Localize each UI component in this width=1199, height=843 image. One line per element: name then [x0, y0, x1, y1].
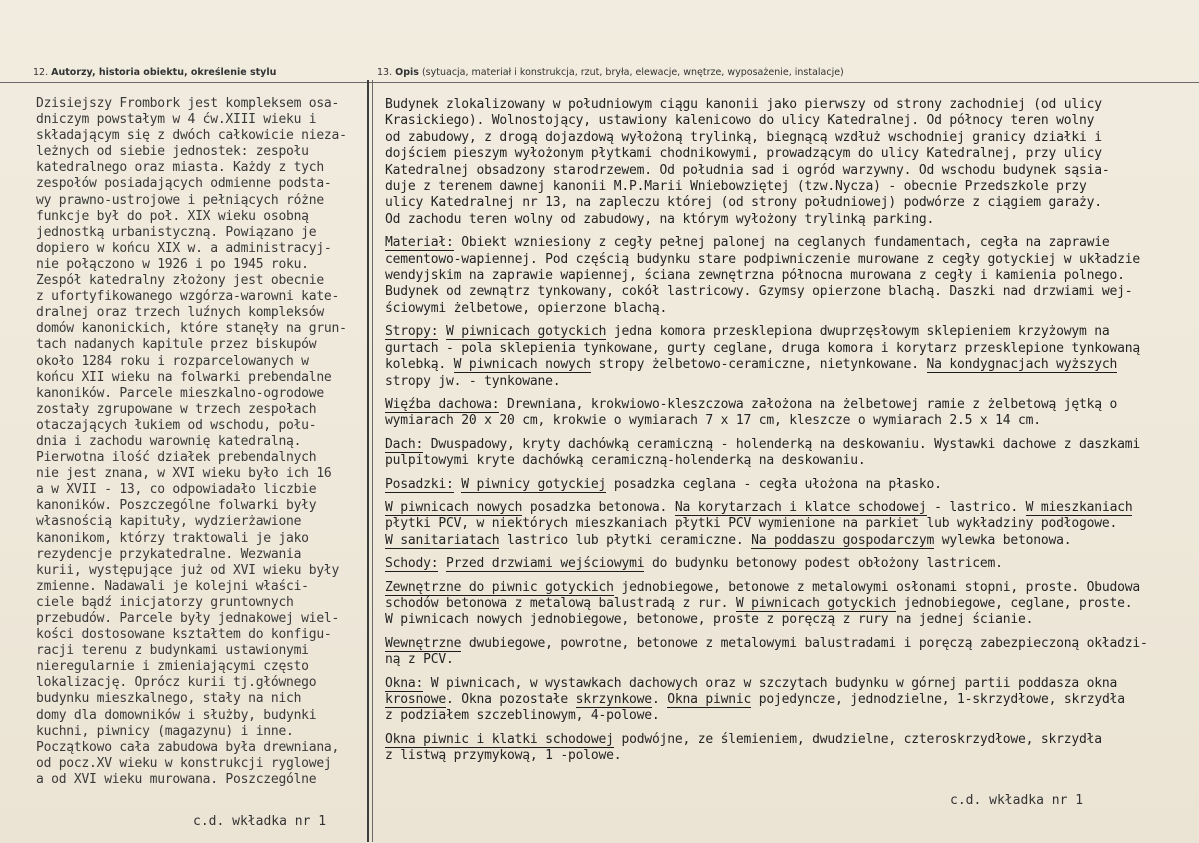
column-divider: [367, 80, 369, 842]
section-12-title: Autorzy, historia obiektu, określenie stylu: [51, 67, 277, 78]
right-continuation-note: c.d. wkładka nr 1: [950, 793, 1084, 808]
description-text-column: [385, 97, 1185, 765]
section-13-title-rest: (sytuacja, materiał i konstrukcja, rzut, bryła, elewacje, wnętrze, wyposażenie, instalacje): [421, 67, 844, 78]
history-line: domy dla domowników i służby, budynki: [36, 707, 317, 723]
posadzki-label: Posadzki:: [385, 476, 454, 492]
history-line: budynku mieszkalnego, stały na nich: [36, 691, 302, 707]
history-line: nieregularnie i zmieniającymi często: [36, 659, 309, 675]
location-line: ulicy Katedralnej nr 13, na zapleczu której (od strony południowej) podwórze z ciągiem garaży.: [385, 195, 1102, 211]
location-line: od zabudowy, z drogą dojazdową wyłożoną trylinką, biegnącą wzdłuż wschodniej granicy działki i: [385, 129, 1102, 145]
history-line: Pierwotna ilość działek prebendalnych: [36, 450, 317, 466]
history-line: nie połączono w 1926 i po 1945 roku.: [36, 256, 309, 272]
history-line: kanoników. Parcele mieszkalno-ogrodowe: [36, 385, 324, 401]
material-label: Materiał:: [385, 235, 454, 251]
history-line: zmienne. Nadawali je kolejni właści-: [36, 578, 309, 594]
history-line: kuchni, piwnicy (magazynu) i inne.: [36, 723, 294, 739]
history-line: kości dostosowane kształtem do konfigu-: [36, 627, 332, 643]
section-13-title-bold: Opis: [395, 67, 419, 78]
section-12-number: 12.: [33, 67, 49, 78]
history-line: funkcje był do poł. XIX wieku osobną: [36, 208, 309, 224]
history-line: lokalizację. Oprócz kurii tj.głównego: [36, 675, 317, 691]
location-line: Krasickiego). Wolnostojący, ustawiony kalenicowo do ulicy Katedralnej. Od północy teren wolny: [385, 113, 1095, 129]
location-line: Katedralnej obsadzony starodrzewem. Od południa sad i ogród warzywny. Od wschodu budynek sąsia-: [385, 162, 1110, 178]
history-line: dralnej oraz trzech luźnych kompleksów: [36, 305, 324, 321]
history-line: rezydencje przykatedralne. Wezwania: [36, 546, 302, 562]
history-line: otaczających łukiem od wschodu, połu-: [36, 417, 317, 433]
posadzki-paragraph: Posadzki: W piwnicy gotyckiej posadzka ceglana - cegła ułożona na płasko. W piwnicach nowych posadzka betonowa. Na korytarzach i klatce schodowej - lastrico. W mieszkaniach płytki PCV, w niektórych mieszkaniach płytki PCV wymienione na parkiet lub wykładziny podłogowe. W sanitariatach lastrico lub płytki ceramiczne. Na poddaszu gospodarczym wylewka betonowa.: [385, 476, 1133, 548]
history-line: dopiero w końcu XIX w. a administracyj-: [36, 240, 332, 256]
history-line: kanoników. Poszczególne folwarki były: [36, 498, 317, 514]
history-line: własnością kapituły, wydzierżawione: [36, 514, 302, 530]
location-line: Od zachodu teren wolny od zabudowy, na którym wyłożony trylinką parking.: [385, 211, 935, 227]
history-line: Początkowo cała zabudowa była drewniana,: [36, 739, 340, 755]
location-line: Budynek zlokalizowany w południowym ciągu kanonii jako pierwszy od strony zachodniej (od ulicy: [385, 97, 1102, 112]
history-line: a od XVI wieku murowana. Poszczególne: [36, 771, 317, 787]
history-line: kanonikom, którzy traktowali je jako: [36, 530, 309, 546]
history-line: z ufortyfikowanego wzgórza-warowni kate-: [36, 289, 340, 305]
history-line: około 1284 roku i rozparcelowanych w: [36, 353, 309, 369]
history-line: od pocz.XV wieku w konstrukcji ryglowej: [36, 755, 332, 771]
section-12-header: [33, 67, 276, 78]
history-line: końcu XII wieku na folwarki prebendalne: [36, 369, 332, 385]
history-line: a w XVII - 13, co odpowiadało liczbie: [36, 482, 317, 498]
history-line: Zespół katedralny złożony jest obecnie: [36, 273, 324, 289]
history-line: leżnych od siebie jednostek: zespołu: [36, 144, 309, 160]
dach-paragraph: Dach: Dwuspadowy, kryty dachówką ceramiczną - holenderką na deskowaniu. Wystawki dachowe z daszkami pulpitowymi kryte dachówką ceramiczną-holenderką na deskowaniu.: [385, 436, 1141, 469]
location-line: duje z terenem dawnej kanonii M.P.Marii Wniebowziętej (tzw.Nycza) - obecnie Przedszkole przy: [385, 179, 1087, 195]
history-line: dnia i zachodu warownię katedralną.: [36, 433, 302, 449]
column-divider-inner: [372, 80, 373, 842]
history-line: dniczym powstałym w 4 ćw.XIII wieku i: [36, 112, 317, 128]
history-line: przebudów. Parcele były jednakowej wiel-: [36, 611, 340, 626]
history-line: zostały zgrupowane w trzech zespołach: [36, 401, 317, 417]
history-line: kurii, występujące już od XVI wieku były: [36, 562, 340, 578]
history-line: ciele bądź inicjatorzy gruntownych: [36, 594, 294, 610]
dach-label: Dach:: [385, 436, 424, 452]
wiezba-label: Więźba dachowa:: [385, 396, 500, 412]
history-line: racji terenu z budynkami ustawionymi: [36, 643, 309, 659]
stropy-paragraph: Stropy: W piwnicach gotyckich jedna komora przesklepiona dwuprzęsłowym sklepieniem krzyżowym na gurtach - pola sklepienia tynkowane, gurty ceglane, druga komora i korytarz przesklepione tynkowaną kolebką. W piwnicach nowych stropy żelbetowo-ceramiczne, nietynkowane. Na kondygnacjach wyższych stropy jw. - tynkowane.: [385, 324, 1141, 389]
history-line: katedralnego oraz miasta. Każdy z tych: [36, 160, 324, 176]
history-line: zespołów posiadających odmienne podsta-: [36, 176, 332, 192]
schody-label: Schody:: [385, 556, 439, 572]
location-paragraph: [385, 97, 1185, 228]
wiezba-paragraph: Więźba dachowa: Drewniana, krokwiowo-kleszczowa założona na żelbetowej ramie z żelbetową jętką o wymiarach 20 x 20 cm, krokwie o wymiarach 7 x 17 cm, kleszcze o wymiarach 2.5 x 14 cm.: [385, 396, 1118, 429]
section-13-header: [377, 67, 844, 78]
history-line: jednostką urbanistyczną. Powiązano je: [36, 224, 317, 240]
okna-paragraph: Okna: W piwnicach, w wystawkach dachowych oraz w szczytach budynku w górnej partii poddasza okna krosnowe. Okna pozostałe skrzynkowe. Okna piwnic pojedyncze, jednodzielne, 1-skrzydłowe, skrzydła z podziałem szczeblinowym, 4-polowe. Okna piwnic i klatki schodowej podwójne, ze ślemieniem, dwudzielne, czteroskrzydłowe, skrzydła z listwą przymykową, 1 -polowe.: [385, 675, 1125, 764]
material-paragraph: Materiał: Obiekt wzniesiony z cegły pełnej palonej na ceglanych fundamentach, cegła na zaprawie cementowo-wapiennej. Pod częścią budynku stare podpiwniczenie murowane z cegły gotyckiej w układzie wendyjskim na zaprawie wapiennej, ściana zewnętrzna północna murowana z cegły i kamienia polnego. Budynek od zewnątrz tynkowany, cokół lastricowy. Gzymsy opierzone blachą. Daszki nad drzwiami wej- ściowymi żelbetowe, opierzone blachą.: [385, 235, 1141, 316]
history-line: wy prawno-ustrojowe i pełniących różne: [36, 192, 324, 208]
left-continuation-note: c.d. wkładka nr 1: [193, 814, 327, 829]
history-text-column: [36, 96, 362, 788]
okna-label: Okna:: [385, 675, 424, 691]
history-line: składającym się z dwóch całkowicie nieza-: [36, 128, 347, 144]
location-line: dojściem pieszym wyłożonym płytkami chodnikowymi, prowadzącym do ulicy Katedralnej, przy ulicy: [385, 146, 1102, 162]
section-13-number: 13.: [377, 67, 393, 78]
history-line: nie jest znana, w XVI wieku było ich 16: [36, 466, 332, 482]
header-divider: [0, 82, 1199, 83]
stropy-label: Stropy:: [385, 324, 439, 340]
history-line: Dzisiejszy Frombork jest kompleksem osa-: [36, 96, 340, 111]
history-line: tach nadanych kapitule przez biskupów: [36, 337, 317, 353]
schody-paragraph: Schody: Przed drzwiami wejściowymi do budynku betonowy podest obłożony lastricem. Zewnętrzne do piwnic gotyckich jednobiegowe, betonowe z metalowymi osłonami stopni, proste. Obudowa schodów betonowa z metalową balustradą z rur. W piwnicach gotyckich jednobiegowe, ceglane, proste. W piwnicach nowych jednobiegowe, betonowe, proste z poręczą z rury na jednej ścianie. Wewnętrzne dwubiegowe, powrotne, betonowe z metalowymi balustradami i poręczą zabezpieczoną okładzi- ną z PCV.: [385, 556, 1148, 668]
history-line: domów kanonickich, które stanęły na grun-: [36, 321, 347, 337]
